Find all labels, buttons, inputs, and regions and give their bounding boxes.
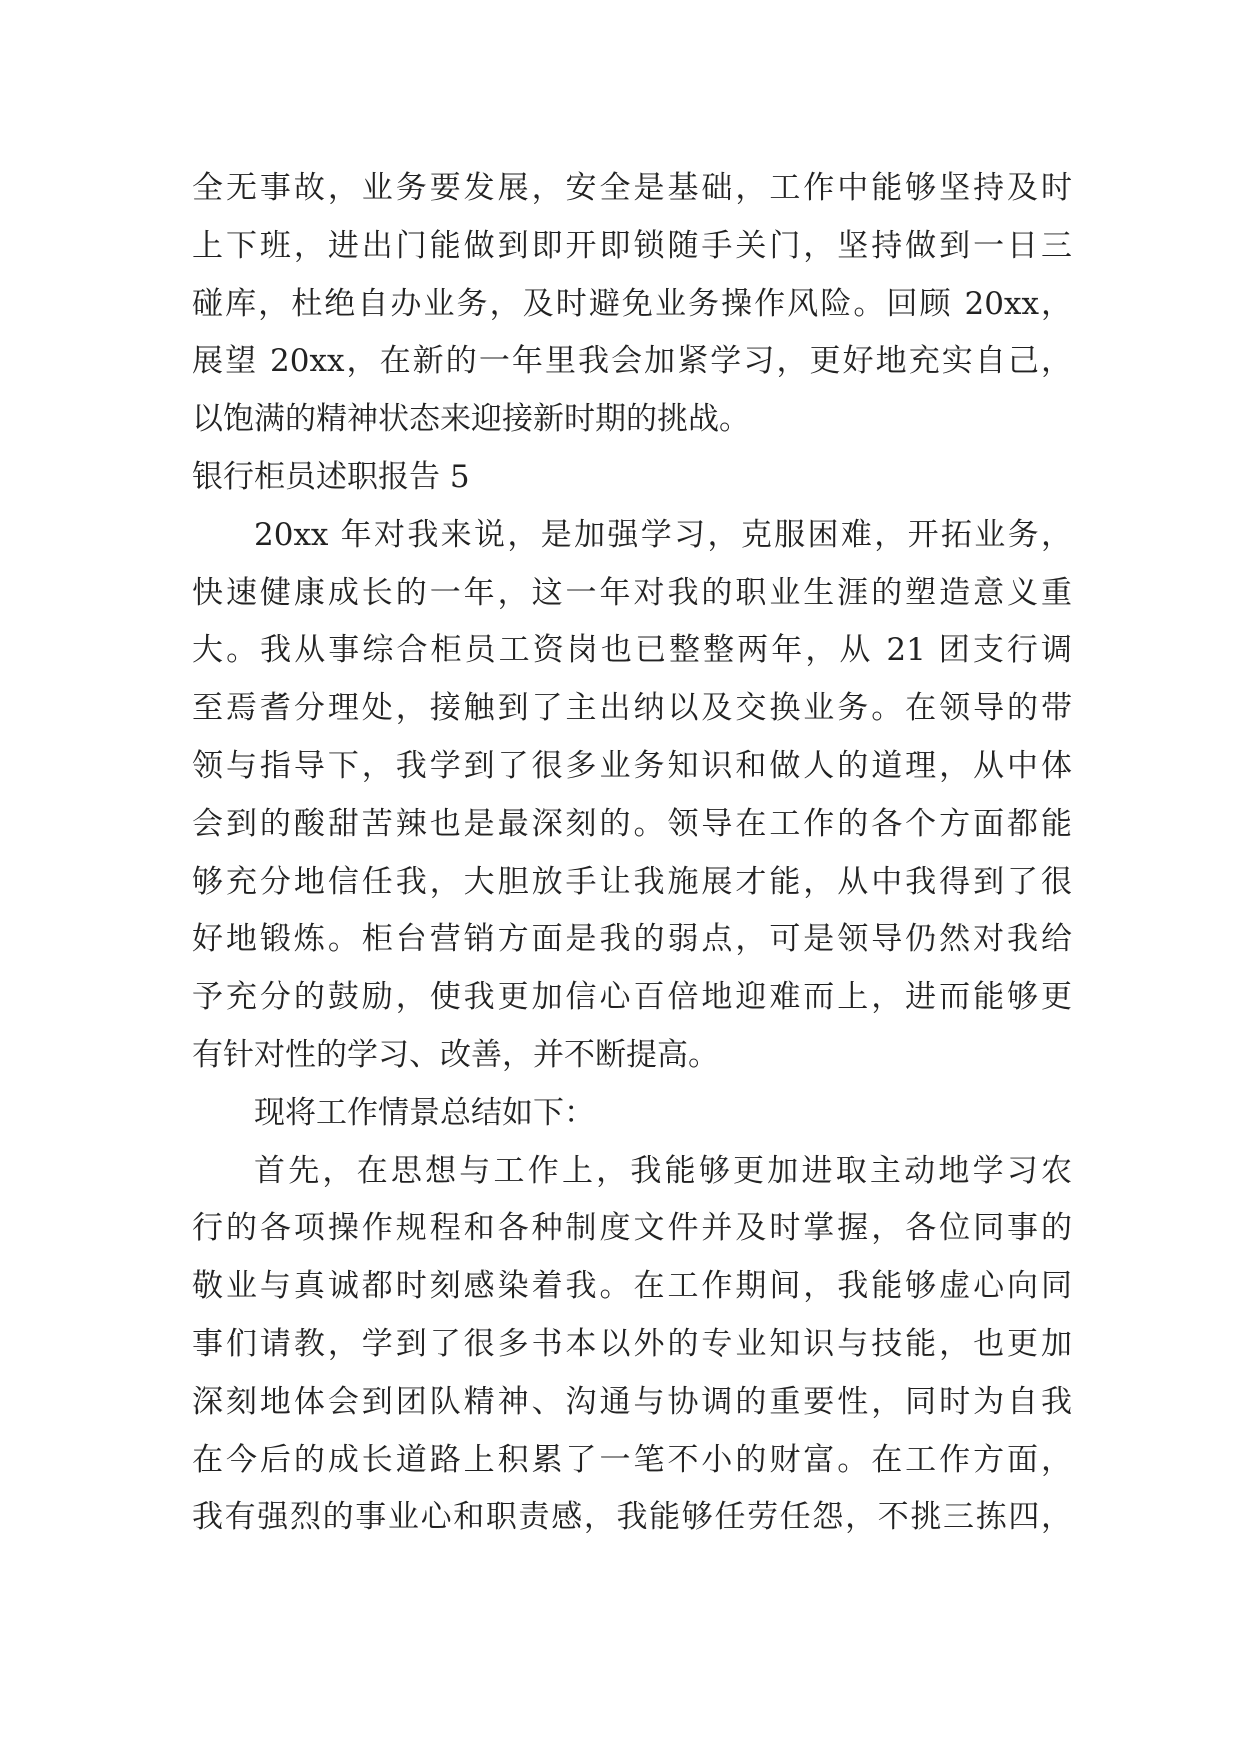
- text-line: 全无事故，业务要发展，安全是基础，工作中能够坚持及时: [192, 170, 1072, 206]
- text-line: 20xx 年对我来说，是加强学习，克服困难，开拓业务，: [254, 516, 1072, 553]
- text-line: 够充分地信任我，大胆放手让我施展才能，从中我得到了很: [192, 863, 1072, 900]
- text-line: 上下班，进出门能做到即开即锁随手关门，坚持做到一日三: [192, 227, 1072, 264]
- paragraph-3: [192, 1143, 1072, 1548]
- text-line: 展望 20xx，在新的一年里我会加紧学习，更好地充实自己，: [192, 343, 1072, 380]
- text-line: 深刻地体会到团队精神、沟通与协调的重要性，同时为自我: [192, 1383, 1072, 1420]
- text-line: 事们请教，学到了很多书本以外的专业知识与技能，也更加: [192, 1325, 1072, 1362]
- text-line: 现将工作情景总结如下：: [254, 1094, 595, 1131]
- text-line: 行的各项操作规程和各种制度文件并及时掌握，各位同事的: [192, 1210, 1072, 1247]
- paragraph-2: [192, 1085, 1072, 1143]
- document-body: [192, 160, 1072, 1547]
- text-line: 至焉耆分理处，接触到了主出纳以及交换业务。在领导的带: [192, 690, 1072, 727]
- text-line: 碰库，杜绝自办业务，及时避免业务操作风险。回顾 20xx，: [192, 285, 1072, 322]
- paragraph-intro: [192, 160, 1072, 449]
- text-line: 好地锻炼。柜台营销方面是我的弱点，可是领导仍然对我给: [192, 921, 1072, 958]
- section-title: 银行柜员述职报告 5: [192, 458, 470, 495]
- text-line: 会到的酸甜苦辣也是最深刻的。领导在工作的各个方面都能: [192, 805, 1072, 842]
- paragraph-1: [192, 507, 1072, 1085]
- text-line: 予充分的鼓励，使我更加信心百倍地迎难而上，进而能够更: [192, 979, 1072, 1016]
- text-line: 在今后的成长道路上积累了一笔不小的财富。在工作方面，: [192, 1441, 1072, 1478]
- text-line: 大。我从事综合柜员工资岗也已整整两年，从 21 团支行调: [192, 632, 1072, 669]
- text-line: 敬业与真诚都时刻感染着我。在工作期间，我能够虚心向同: [192, 1268, 1072, 1305]
- text-line: 快速健康成长的一年，这一年对我的职业生涯的塑造意义重: [192, 574, 1072, 611]
- text-line: 以饱满的精神状态来迎接新时期的挑战。: [192, 401, 750, 438]
- text-line: 我有强烈的事业心和职责感，我能够任劳任怨，不挑三拣四，: [192, 1499, 1072, 1536]
- text-line: 有针对性的学习、改善，并不断提高。: [192, 1036, 719, 1073]
- text-line: 领与指导下，我学到了很多业务知识和做人的道理，从中体: [192, 747, 1072, 784]
- text-line: 首先，在思想与工作上，我能够更加进取主动地学习农: [254, 1152, 1072, 1189]
